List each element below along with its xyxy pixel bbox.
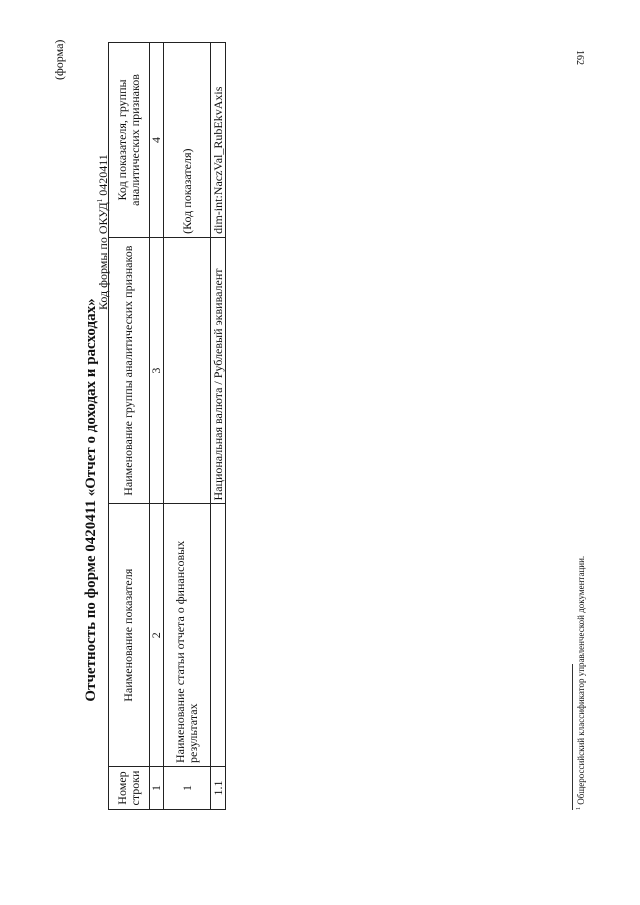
form-label: (форма) [52, 39, 66, 80]
column-number: 4 [150, 43, 164, 238]
row-number: 1.1 [211, 767, 226, 810]
row-group-name: Национальная валюта / Рублевый эквивалент [211, 237, 226, 504]
header-row-number: Номер строки [109, 767, 150, 810]
table-row [211, 43, 226, 810]
column-number: 2 [150, 504, 164, 767]
row-code-note: (Код показателя) [179, 148, 194, 234]
row-code [164, 43, 211, 238]
row-group-name [164, 237, 211, 504]
row-code: dim-int:NaczVal_RubEkvAxis [211, 43, 226, 238]
header-code: Код показателя, группы аналитических признаков [109, 43, 150, 238]
footnote-separator [572, 664, 573, 810]
column-number: 3 [150, 237, 164, 504]
okud-code: 0420411 [96, 154, 110, 196]
okud-footnote-mark: 1 [96, 198, 104, 203]
okud-prefix: Код формы по ОКУД [96, 202, 110, 310]
footnote-mark: 1 [576, 807, 582, 810]
row-indicator-name [211, 504, 226, 767]
page-number: 162 [574, 50, 585, 65]
header-indicator-name: Наименование показателя [109, 504, 150, 767]
footnote [576, 556, 586, 810]
column-number: 1 [150, 767, 164, 810]
row-indicator-name: Наименование статьи отчета о финансовых результатах [164, 504, 211, 767]
row-number: 1 [164, 767, 211, 810]
document-title: Отчетность по форме 0420411 «Отчет о доходах и расходах» [83, 298, 99, 702]
header-row [109, 43, 150, 810]
footnote-text: Общероссийский классификатор управленческой документации. [576, 555, 586, 805]
table-row [164, 43, 211, 810]
report-table [108, 42, 226, 810]
header-group-name: Наименование группы аналитических признаков [109, 237, 150, 504]
column-number-row [150, 43, 164, 810]
